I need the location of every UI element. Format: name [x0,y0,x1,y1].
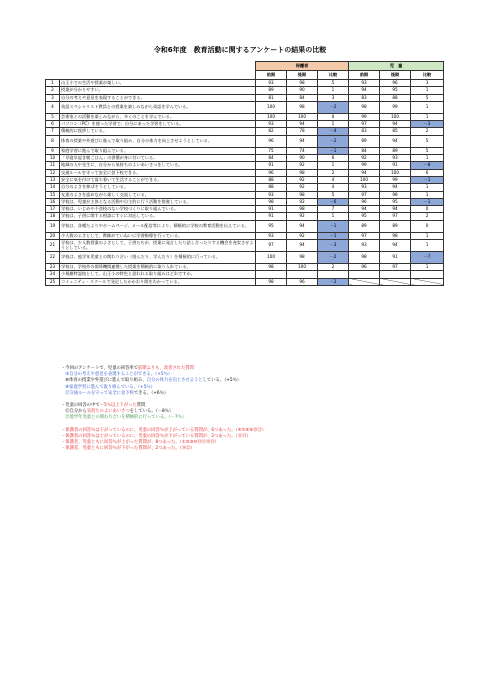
table-row [46,213,444,220]
parent-compare-cell: －1 [318,232,349,239]
child-first-cell: 94 [349,169,380,176]
question-text: コミュニティ・スクールで発足したかかわり隊をわかっている。 [60,278,256,285]
question-text: 学校は、学校外の関係機関連携した授業を積極的に取り入れている。 [60,264,256,271]
parent-second-cell: 92 [287,162,318,169]
note-improved-4: ⑫交通ルールを守って安全に登下校できる。（+6％） [65,390,169,396]
note-improved-2: ⑧体育の授業や外遊びに進んで取り組み、自分の体力を向上させようとしている。（+5％） [65,378,242,384]
col-parent-first: 前期 [256,71,287,80]
row-number: 6 [46,121,60,128]
parent-second-cell: 92 [287,198,318,205]
parent-second-cell: 90 [287,87,318,94]
parent-first-cell: 93 [256,121,287,128]
table-row [46,147,444,154]
parent-compare-cell: 1 [318,162,349,169]
child-second-cell: 97 [380,264,411,271]
parent-first-cell: 93 [256,232,287,239]
parent-first-cell: 84 [256,155,287,162]
question-text: 小規模特認校として、山王小の特色と思われる取り組みはどれですか。 [60,271,256,278]
row-number: 13 [46,176,60,183]
parent-compare-cell: 3 [318,94,349,101]
parent-compare-cell: －2 [318,252,349,264]
parent-compare-cell: －2 [318,135,349,147]
child-compare-cell: 1 [411,184,444,191]
table-row [46,94,444,101]
parent-second-cell: 92 [287,176,318,183]
parent-second-cell: 78 [287,128,318,135]
parent-compare-cell: 5 [318,191,349,198]
parent-compare-cell: －1 [318,147,349,154]
parent-first-cell: 91 [256,162,287,169]
col-parent-second: 後期 [287,71,318,80]
row-number: 11 [46,162,60,169]
row-number: 20 [46,232,60,239]
question-text: 学校は、各種たよりやホームページ、メール配信等により、積極的に学校の教育活動を伝えている。 [60,220,256,232]
row-number: 5 [46,113,60,120]
row-number: 15 [46,191,60,198]
child-group-header: 児 童 [349,62,444,71]
parent-second-cell: 94 [287,220,318,232]
child-second-cell: 100 [380,169,411,176]
table-row [46,206,444,213]
child-first-cell: 97 [349,232,380,239]
parent-first-cell: 100 [256,101,287,113]
child-compare-cell: 1 [411,87,444,94]
child-first-cell [349,271,380,278]
parent-second-cell: 100 [287,113,318,120]
parent-second-cell: 98 [287,80,318,87]
table-body [46,80,444,286]
child-compare-cell: 0 [411,220,444,232]
row-number: 23 [46,264,60,271]
question-text: 自分のよさを伸ばそうとしている。 [60,184,256,191]
child-compare-cell: 2 [411,128,444,135]
question-text: 芸術家との活動を楽しみながら、多くのことを学んでいる。 [60,113,256,120]
parent-first-cell: 81 [256,94,287,101]
parent-compare-cell: 0 [318,113,349,120]
parent-compare-cell: －2 [318,101,349,113]
sub-header-row [46,71,444,80]
parent-compare-cell: 1 [318,87,349,94]
table-row [46,121,444,128]
parent-group-header: 保護者 [256,62,349,71]
child-second-cell: 98 [380,191,411,198]
parent-second-cell: 94 [287,135,318,147]
parent-second-cell: 98 [287,101,318,113]
row-number: 22 [46,252,60,264]
table-row [46,184,444,191]
parent-compare-cell: 1 [318,213,349,220]
parent-first-cell: 98 [256,264,287,271]
row-number: 24 [46,271,60,278]
parent-first-cell: 100 [256,252,287,264]
child-first-cell: 89 [349,220,380,232]
question-text: 「早寝早起き朝ごはん」の習慣が身に付いている。 [60,155,256,162]
child-first-cell: 92 [349,155,380,162]
child-compare-cell: 2 [411,213,444,220]
child-second-cell: 97 [380,213,411,220]
table-row [46,162,444,169]
question-text: 学校は、少人数授業のよさとして、子供たちが、授業に発言したり話し合ったりする機会を充実させようとしている。 [61,240,254,250]
parent-first-cell: 89 [256,87,287,94]
question-text: 学校は、子供に関する相談にすぐに対応している。 [60,213,256,220]
child-second-cell: 91 [380,162,411,169]
parent-first-cell: 95 [256,220,287,232]
row-number: 9 [46,147,60,154]
parent-second-cell: 90 [287,155,318,162]
parent-first-cell: 91 [256,213,287,220]
table-row [46,176,444,183]
child-compare-cell: －3 [411,121,444,128]
parent-first-cell: 98 [256,278,287,285]
row-number: 19 [46,220,60,232]
child-first-cell: 96 [349,198,380,205]
child-first-cell: 83 [349,94,380,101]
question-text: 家庭学習に進んで取り組んでいる。 [60,147,256,154]
child-compare-cell: 5 [411,135,444,147]
question-text: 友達のよさを認めながら楽しく交流している。 [60,191,256,198]
table-row [46,155,444,162]
table-row [46,169,444,176]
child-second-cell: 94 [380,121,411,128]
table-row [46,101,444,113]
child-second-cell: 100 [380,113,411,120]
child-compare-cell: 0 [411,206,444,213]
parent-second-cell: 74 [287,147,318,154]
table-row [46,220,444,232]
question-text: 自分の考えや意見を表現することができる。 [60,94,256,101]
parent-compare-cell: －3 [318,240,349,252]
summary-notes [61,366,451,452]
parent-compare-cell: 4 [318,176,349,183]
col-child-first: 前期 [349,71,380,80]
note-comparison-4: ・保護者、児童ともに回答％が下がった質問が、2つあった。（⑯㉒） [61,446,195,452]
parent-second-cell: 92 [287,213,318,220]
child-first-cell: 96 [349,264,380,271]
parent-first-cell: 100 [256,113,287,120]
parent-first-cell: 96 [256,135,287,147]
question-text: 山王小での生活や授業が楽しい。 [60,80,256,87]
child-first-cell: 94 [349,87,380,94]
row-number: 14 [46,184,60,191]
table-row [46,278,444,285]
question-text: 積極的に挨拶している。 [60,128,256,135]
row-number: 8 [46,135,60,147]
page-title: 令和6年度 教育活動に関するアンケートの結果の比較 [153,46,327,54]
child-second-cell: 94 [380,135,411,147]
child-second-cell: 85 [380,128,411,135]
question-text: 学校は、他学年児童との関わり合い（遊んだり、学んだり）を積極的に行っている。 [60,252,256,264]
child-second-cell: 96 [380,80,411,87]
note-decreased-heading: ・児童の回答の中で－5％以上下がった質問 [61,403,146,409]
parent-compare-cell: 4 [318,184,349,191]
note-improved-heading: ・今回のアンケートで、児童の回答率で前期よりも、改善された質問 [61,366,194,371]
table-row [46,128,444,135]
parent-first-cell: 97 [256,240,287,252]
note-comparison-1: ・保護者の回答％は下がっているのに、児童の回答％が上がっている質問が、6つあった。（④⑦⑧⑨⑳㉑） [61,427,267,433]
child-first-cell: 93 [349,240,380,252]
child-second-cell: 89 [380,220,411,232]
row-number: 16 [46,198,60,205]
row-number: 18 [46,213,60,220]
col-child-compare: 比較 [411,71,444,80]
parent-compare-cell: 6 [318,155,349,162]
parent-second-cell: 92 [287,232,318,239]
question-text: 体育の授業や外遊びに進んで取り組み、自分の体力を向上させようとしている。 [60,135,256,147]
note-decreased-1: ⑪自分から気持ちのよいあいさつをしている。（－8％） [65,409,174,415]
parent-compare-cell: －1 [318,220,349,232]
parent-compare-cell: 7 [318,206,349,213]
question-text: 学校は、いじめや不登校のない学校づくりに取り組んでいる。 [60,206,256,213]
row-number: 2 [46,87,60,94]
child-compare-cell: －7 [411,252,444,264]
parent-second-cell [287,271,318,278]
child-second-cell: 91 [380,252,411,264]
child-second-cell: 89 [380,147,411,154]
child-compare-cell: 1 [411,191,444,198]
table-row [46,271,444,278]
child-first-cell: 93 [349,80,380,87]
child-first-cell: 98 [349,101,380,113]
table-row [46,198,444,205]
col-child-second: 後期 [380,71,411,80]
survey-results-table [45,61,444,286]
parent-compare-cell [318,271,349,278]
child-second-cell: 95 [380,198,411,205]
row-number: 3 [46,94,60,101]
parent-second-cell: 98 [287,206,318,213]
row-number: 12 [46,169,60,176]
child-compare-cell [411,278,444,285]
table-row [46,191,444,198]
child-second-cell: 94 [380,184,411,191]
table-row [46,87,444,94]
child-first-cell: 95 [349,213,380,220]
parent-compare-cell: 2 [318,169,349,176]
child-first-cell: 98 [349,252,380,264]
child-second-cell [380,271,411,278]
child-first-cell: 93 [349,184,380,191]
question-text: 地域の人や先生に、自分から気持ちのよいあいさつをしている。 [60,162,256,169]
table-row [46,113,444,120]
question-text: 交通ルールを守って安全に登下校できる。 [60,169,256,176]
table-row [46,80,444,87]
child-compare-cell: 1 [411,155,444,162]
note-decreased-2: ㉒他学年児童との関わり合いを積極的に行っている。（－7％） [65,415,187,421]
parent-second-cell: 92 [287,184,318,191]
parent-first-cell: 91 [256,206,287,213]
parent-compare-cell: 2 [318,264,349,271]
table-row [46,252,444,264]
row-number: 7 [46,128,60,135]
child-compare-cell: －8 [411,162,444,169]
group-header-row [46,62,444,71]
note-comparison-2: ・保護者の回答％は上がっているのに、児童の回答％が下がっている質問が、2つあった。（⑪⑬） [61,433,251,439]
parent-first-cell: 98 [256,198,287,205]
question-text: 学校は、児童が主体となる活動や自主的に行う活動を推進している。 [60,198,256,205]
child-compare-cell: 3 [411,80,444,87]
child-first-cell: 83 [349,128,380,135]
child-compare-cell: 1 [411,113,444,120]
parent-second-cell: 98 [287,169,318,176]
child-compare-cell: 5 [411,147,444,154]
parent-first-cell: 88 [256,176,287,183]
note-improved-3: ⑨家庭学習に進んで取り組んでいる。（+5％） [65,384,155,390]
row-number: 17 [46,206,60,213]
child-first-cell: 84 [349,147,380,154]
question-text: 英語スペシャリスト教員との授業を楽しみながら英語を学んでいる。 [60,101,256,113]
parent-first-cell: 75 [256,147,287,154]
child-second-cell: 94 [380,240,411,252]
parent-compare-cell: －4 [318,128,349,135]
child-first-cell: 97 [349,121,380,128]
row-number: 1 [46,80,60,87]
parent-second-cell: 96 [287,278,318,285]
parent-first-cell: 93 [256,191,287,198]
child-second-cell: 99 [380,101,411,113]
parent-compare-cell: －6 [318,198,349,205]
col-parent-compare: 比較 [318,71,349,80]
child-first-cell: 97 [349,191,380,198]
note-improved-1: ③自分の考えや意見を表現することができる。（+5％） [65,372,173,378]
parent-second-cell: 98 [287,191,318,198]
row-number: 25 [46,278,60,285]
child-compare-cell: 6 [411,169,444,176]
parent-second-cell: 100 [287,264,318,271]
parent-first-cell: 96 [256,169,287,176]
child-first-cell: 94 [349,206,380,213]
child-compare-cell: 1 [411,232,444,239]
question-text: パソコン（PC）を使った学習で、自分にあった学習をしている。 [60,121,256,128]
child-compare-cell: 1 [411,101,444,113]
child-second-cell: 95 [380,87,411,94]
question-text: 安全に気を付けて落ち着いて生活することができる。 [60,176,256,183]
table-row [46,240,444,252]
child-first-cell [349,278,380,285]
child-compare-cell: 1 [411,240,444,252]
row-number: 21 [46,240,60,252]
child-first-cell: 99 [349,113,380,120]
child-second-cell: 98 [380,232,411,239]
child-first-cell: 99 [349,162,380,169]
parent-first-cell [256,271,287,278]
parent-compare-cell: 5 [318,80,349,87]
parent-compare-cell: －2 [318,278,349,285]
child-first-cell: 89 [349,135,380,147]
parent-second-cell: 94 [287,121,318,128]
question-text: 授業が分かりやすい。 [60,87,256,94]
child-compare-cell [411,271,444,278]
question-text: 少人数のよさとして、教師がていねいに学習指導を行っている。 [60,232,256,239]
table-row [46,232,444,239]
child-second-cell: 93 [380,155,411,162]
child-first-cell: 100 [349,176,380,183]
row-number: 4 [46,101,60,113]
parent-second-cell: 84 [287,94,318,101]
child-compare-cell: －1 [411,176,444,183]
child-second-cell: 94 [380,206,411,213]
table-row [46,264,444,271]
row-number: 10 [46,155,60,162]
parent-first-cell: 88 [256,184,287,191]
child-compare-cell: －1 [411,198,444,205]
parent-compare-cell: 1 [318,121,349,128]
parent-first-cell: 82 [256,128,287,135]
child-compare-cell: 1 [411,264,444,271]
note-comparison-3: ・保護者、児童ともに回答％が上がった質問が、8つあった。（①②③⑩⑭⑮⑱㉓） [61,440,219,446]
child-second-cell: 99 [380,176,411,183]
child-compare-cell: 5 [411,94,444,101]
parent-first-cell: 93 [256,80,287,87]
child-second-cell: 88 [380,94,411,101]
parent-second-cell: 98 [287,252,318,264]
child-second-cell [380,278,411,285]
table-row [46,135,444,147]
parent-second-cell: 94 [287,240,318,252]
